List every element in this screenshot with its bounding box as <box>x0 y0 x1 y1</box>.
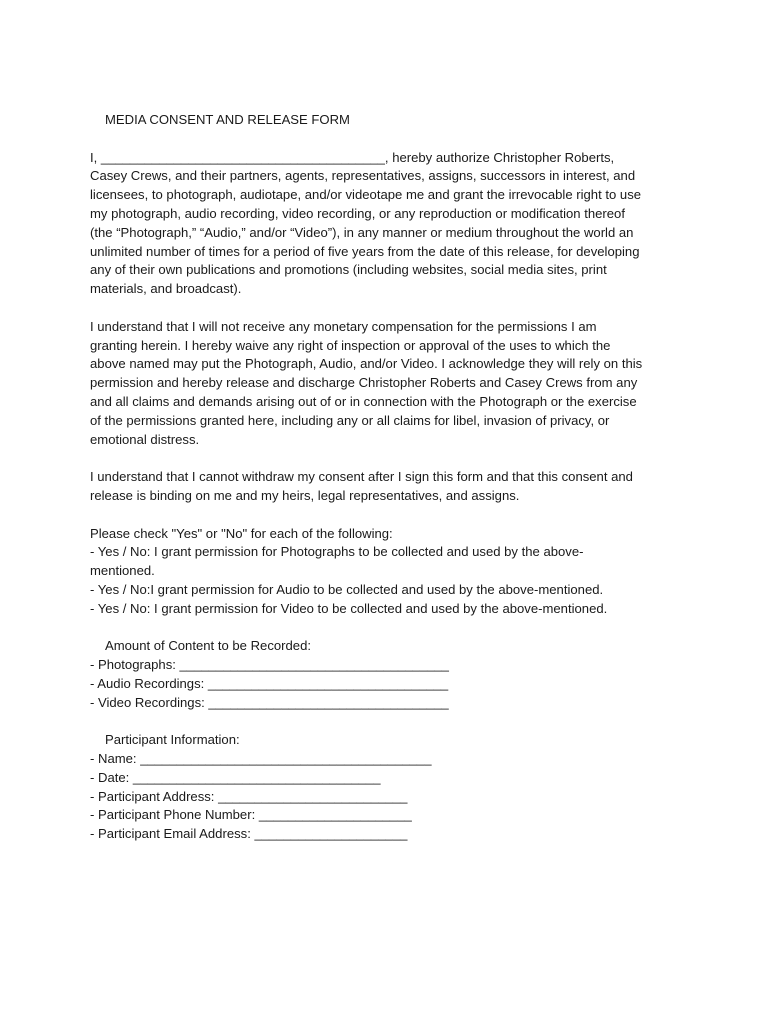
participant-address-blank: - Participant Address: __________________________ <box>90 788 408 804</box>
permissions-section <box>90 525 680 619</box>
audio-recordings-blank: - Audio Recordings: _________________________________ <box>90 675 449 691</box>
permission-audio: - Yes / No:I grant permission for Audio to be collected and used by the above-mentioned. <box>90 581 604 597</box>
paragraph-line: unlimited number of times for a period of five years from the date of this release, for developing <box>90 243 640 259</box>
content-amount-heading: Amount of Content to be Recorded: <box>105 638 311 654</box>
paragraph-line: Casey Crews, and their partners, agents, representatives, assigns, successors in interest, and <box>90 168 636 184</box>
withdrawal-paragraph <box>90 468 680 506</box>
paragraph-line: emotional distress. <box>90 431 200 447</box>
document-title: MEDIA CONSENT AND RELEASE FORM <box>105 112 350 127</box>
content-amount-section <box>90 637 680 712</box>
paragraph-line: my photograph, audio recording, video recording, or any reproduction or modification thereof <box>90 205 625 221</box>
participant-section <box>90 731 680 844</box>
paragraph-line: any of their own publications and promotions (including websites, social media sites, print <box>90 262 607 278</box>
paragraph-line: licensees, to photograph, audiotape, and/or videotape me and grant the irrevocable right to use <box>90 187 642 203</box>
paragraph-line: release is binding on me and my heirs, legal representatives, and assigns. <box>90 487 520 503</box>
authorization-paragraph <box>90 149 680 299</box>
paragraph-line: I understand that I cannot withdraw my consent after I sign this form and that this consent and <box>90 469 633 485</box>
participant-phone-blank: - Participant Phone Number: _____________________ <box>90 807 412 823</box>
participant-name-blank: - Name: ________________________________________ <box>90 751 432 767</box>
permission-photographs-cont: mentioned. <box>90 563 155 579</box>
participant-date-blank: - Date: __________________________________ <box>90 769 381 785</box>
paragraph-line: granting herein. I hereby waive any right of inspection or approval of the uses to which the <box>90 337 611 353</box>
compensation-paragraph <box>90 318 680 450</box>
paragraph-line: and all claims and demands arising out of or in connection with the Photograph or the exercise <box>90 393 637 409</box>
document-page <box>90 111 680 863</box>
paragraph-line: of the permissions granted here, including any or all claims for libel, invasion of privacy, or <box>90 412 610 428</box>
photographs-blank: - Photographs: _____________________________________ <box>90 657 449 673</box>
participant-heading: Participant Information: <box>105 732 240 748</box>
permissions-intro: Please check "Yes" or "No" for each of the following: <box>90 525 393 541</box>
permission-photographs: - Yes / No: I grant permission for Photographs to be collected and used by the above- <box>90 544 584 560</box>
paragraph-line: materials, and broadcast). <box>90 281 242 297</box>
paragraph-line: permission and hereby release and discharge Christopher Roberts and Casey Crews from any <box>90 375 638 391</box>
paragraph-line: I, _______________________________________, hereby authorize Christopher Roberts, <box>90 149 615 165</box>
video-recordings-blank: - Video Recordings: _________________________________ <box>90 694 449 710</box>
paragraph-line: (the “Photograph,” “Audio,” and/or “Video”), in any manner or medium throughout the world an <box>90 224 634 240</box>
permission-video: - Yes / No: I grant permission for Video to be collected and used by the above-mentioned. <box>90 600 608 616</box>
paragraph-line: I understand that I will not receive any monetary compensation for the permissions I am <box>90 318 597 334</box>
participant-email-blank: - Participant Email Address: _____________________ <box>90 826 408 842</box>
paragraph-line: above named may put the Photograph, Audio, and/or Video. I acknowledge they will rely on this <box>90 356 643 372</box>
